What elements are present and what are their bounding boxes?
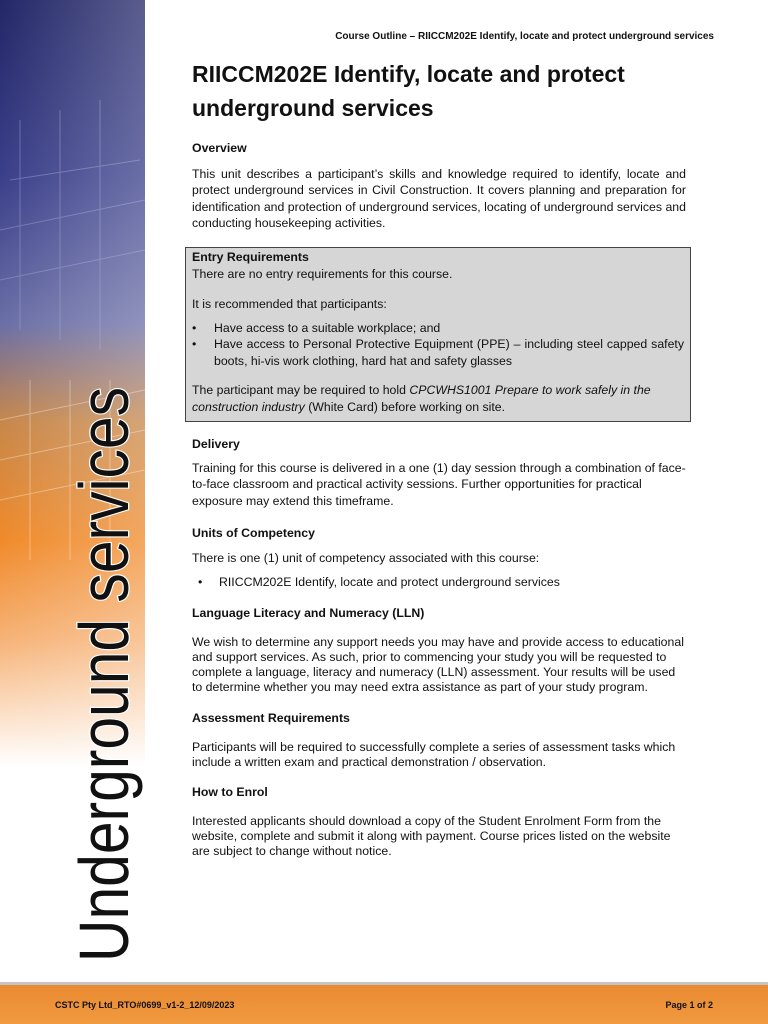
enrol-line: website, complete and submit it along with payment. Course prices listed on the website bbox=[192, 829, 671, 843]
list-item: • Have access to Personal Protective Equipment (PPE) – including steel capped safety boots, hi-vis work clothing, hard hat and safety glasses bbox=[192, 336, 684, 369]
overview-section bbox=[192, 140, 686, 232]
overview-heading: Overview bbox=[192, 141, 247, 155]
svg-text:Underground services: Underground services bbox=[65, 277, 143, 962]
entry-line-1: There are no entry requirements for this course. bbox=[192, 266, 453, 281]
enrol-body bbox=[192, 814, 714, 859]
units-heading: Units of Competency bbox=[192, 526, 315, 540]
assessment-section bbox=[192, 710, 714, 770]
assessment-body bbox=[192, 740, 714, 770]
entry-note-prefix: The participant may be required to hold bbox=[192, 383, 410, 397]
assessment-heading: Assessment Requirements bbox=[192, 711, 350, 725]
overview-body: This unit describes a participant’s skills and knowledge required to identify, locate and protect underground services in Civil Construction. It covers planning and preparation for identification and protection of underground services, locating of underground services and conducting housekeeping activities. bbox=[192, 166, 686, 230]
assessment-line: include a written exam and practical demonstration / observation. bbox=[192, 755, 547, 769]
lln-line: We wish to determine any support needs you may have and provide access to educational bbox=[192, 635, 684, 649]
delivery-section bbox=[192, 436, 686, 509]
page-title-line-2: underground services bbox=[192, 95, 434, 121]
entry-requirements-box bbox=[185, 247, 691, 422]
entry-bullet-list bbox=[192, 320, 684, 370]
units-list bbox=[192, 574, 714, 591]
entry-note-suffix: (White Card) before working on site. bbox=[304, 399, 506, 414]
entry-note bbox=[192, 382, 684, 415]
delivery-heading: Delivery bbox=[192, 437, 240, 451]
enrol-section bbox=[192, 784, 714, 859]
lln-line: complete a language, literacy and numeracy (LLN) assessment. Your results will be used bbox=[192, 665, 676, 679]
units-intro: There is one (1) unit of competency associated with this course: bbox=[192, 550, 540, 565]
lln-body bbox=[192, 635, 714, 695]
delivery-body: Training for this course is delivered in a one (1) day session through a combination of face-to-face classroom and practical activity sessions. Further opportunities for practical exposure may extend this timeframe. bbox=[192, 460, 686, 508]
units-section bbox=[192, 525, 714, 591]
page-title-line-1: RIICCM202E Identify, locate and protect bbox=[192, 61, 625, 87]
lln-line: to determine whether you may need extra assistance as part of your study program. bbox=[192, 680, 648, 694]
footer-document-id: CSTC Pty Ltd_RTO#0699_v1-2_12/09/2023 bbox=[55, 1000, 235, 1010]
enrol-heading: How to Enrol bbox=[192, 785, 268, 799]
entry-line-2: It is recommended that participants: bbox=[192, 297, 387, 311]
enrol-line: are subject to change without notice. bbox=[192, 844, 392, 858]
entry-note-course: CPCWHS1001 Prepare to work safely in the construction industry bbox=[192, 383, 651, 414]
lln-line: and support services. As such, prior to commencing your study you will be requested to bbox=[192, 650, 667, 664]
footer-page-number: Page 1 of 2 bbox=[665, 1000, 713, 1010]
page-title bbox=[192, 57, 732, 125]
sidebar-photo bbox=[0, 0, 145, 982]
assessment-line: Participants will be required to successfully complete a series of assessment tasks which bbox=[192, 740, 676, 754]
lln-heading: Language Literacy and Numeracy (LLN) bbox=[192, 606, 425, 620]
lln-section bbox=[192, 605, 714, 695]
list-item: • RIICCM202E Identify, locate and protect underground services bbox=[192, 574, 714, 591]
list-item: • Have access to a suitable workplace; and bbox=[192, 320, 684, 337]
running-header: Course Outline – RIICCM202E Identify, locate and protect underground services bbox=[335, 31, 714, 42]
entry-heading: Entry Requirements bbox=[192, 250, 309, 264]
enrol-line: Interested applicants should download a copy of the Student Enrolment Form from the bbox=[192, 814, 661, 828]
